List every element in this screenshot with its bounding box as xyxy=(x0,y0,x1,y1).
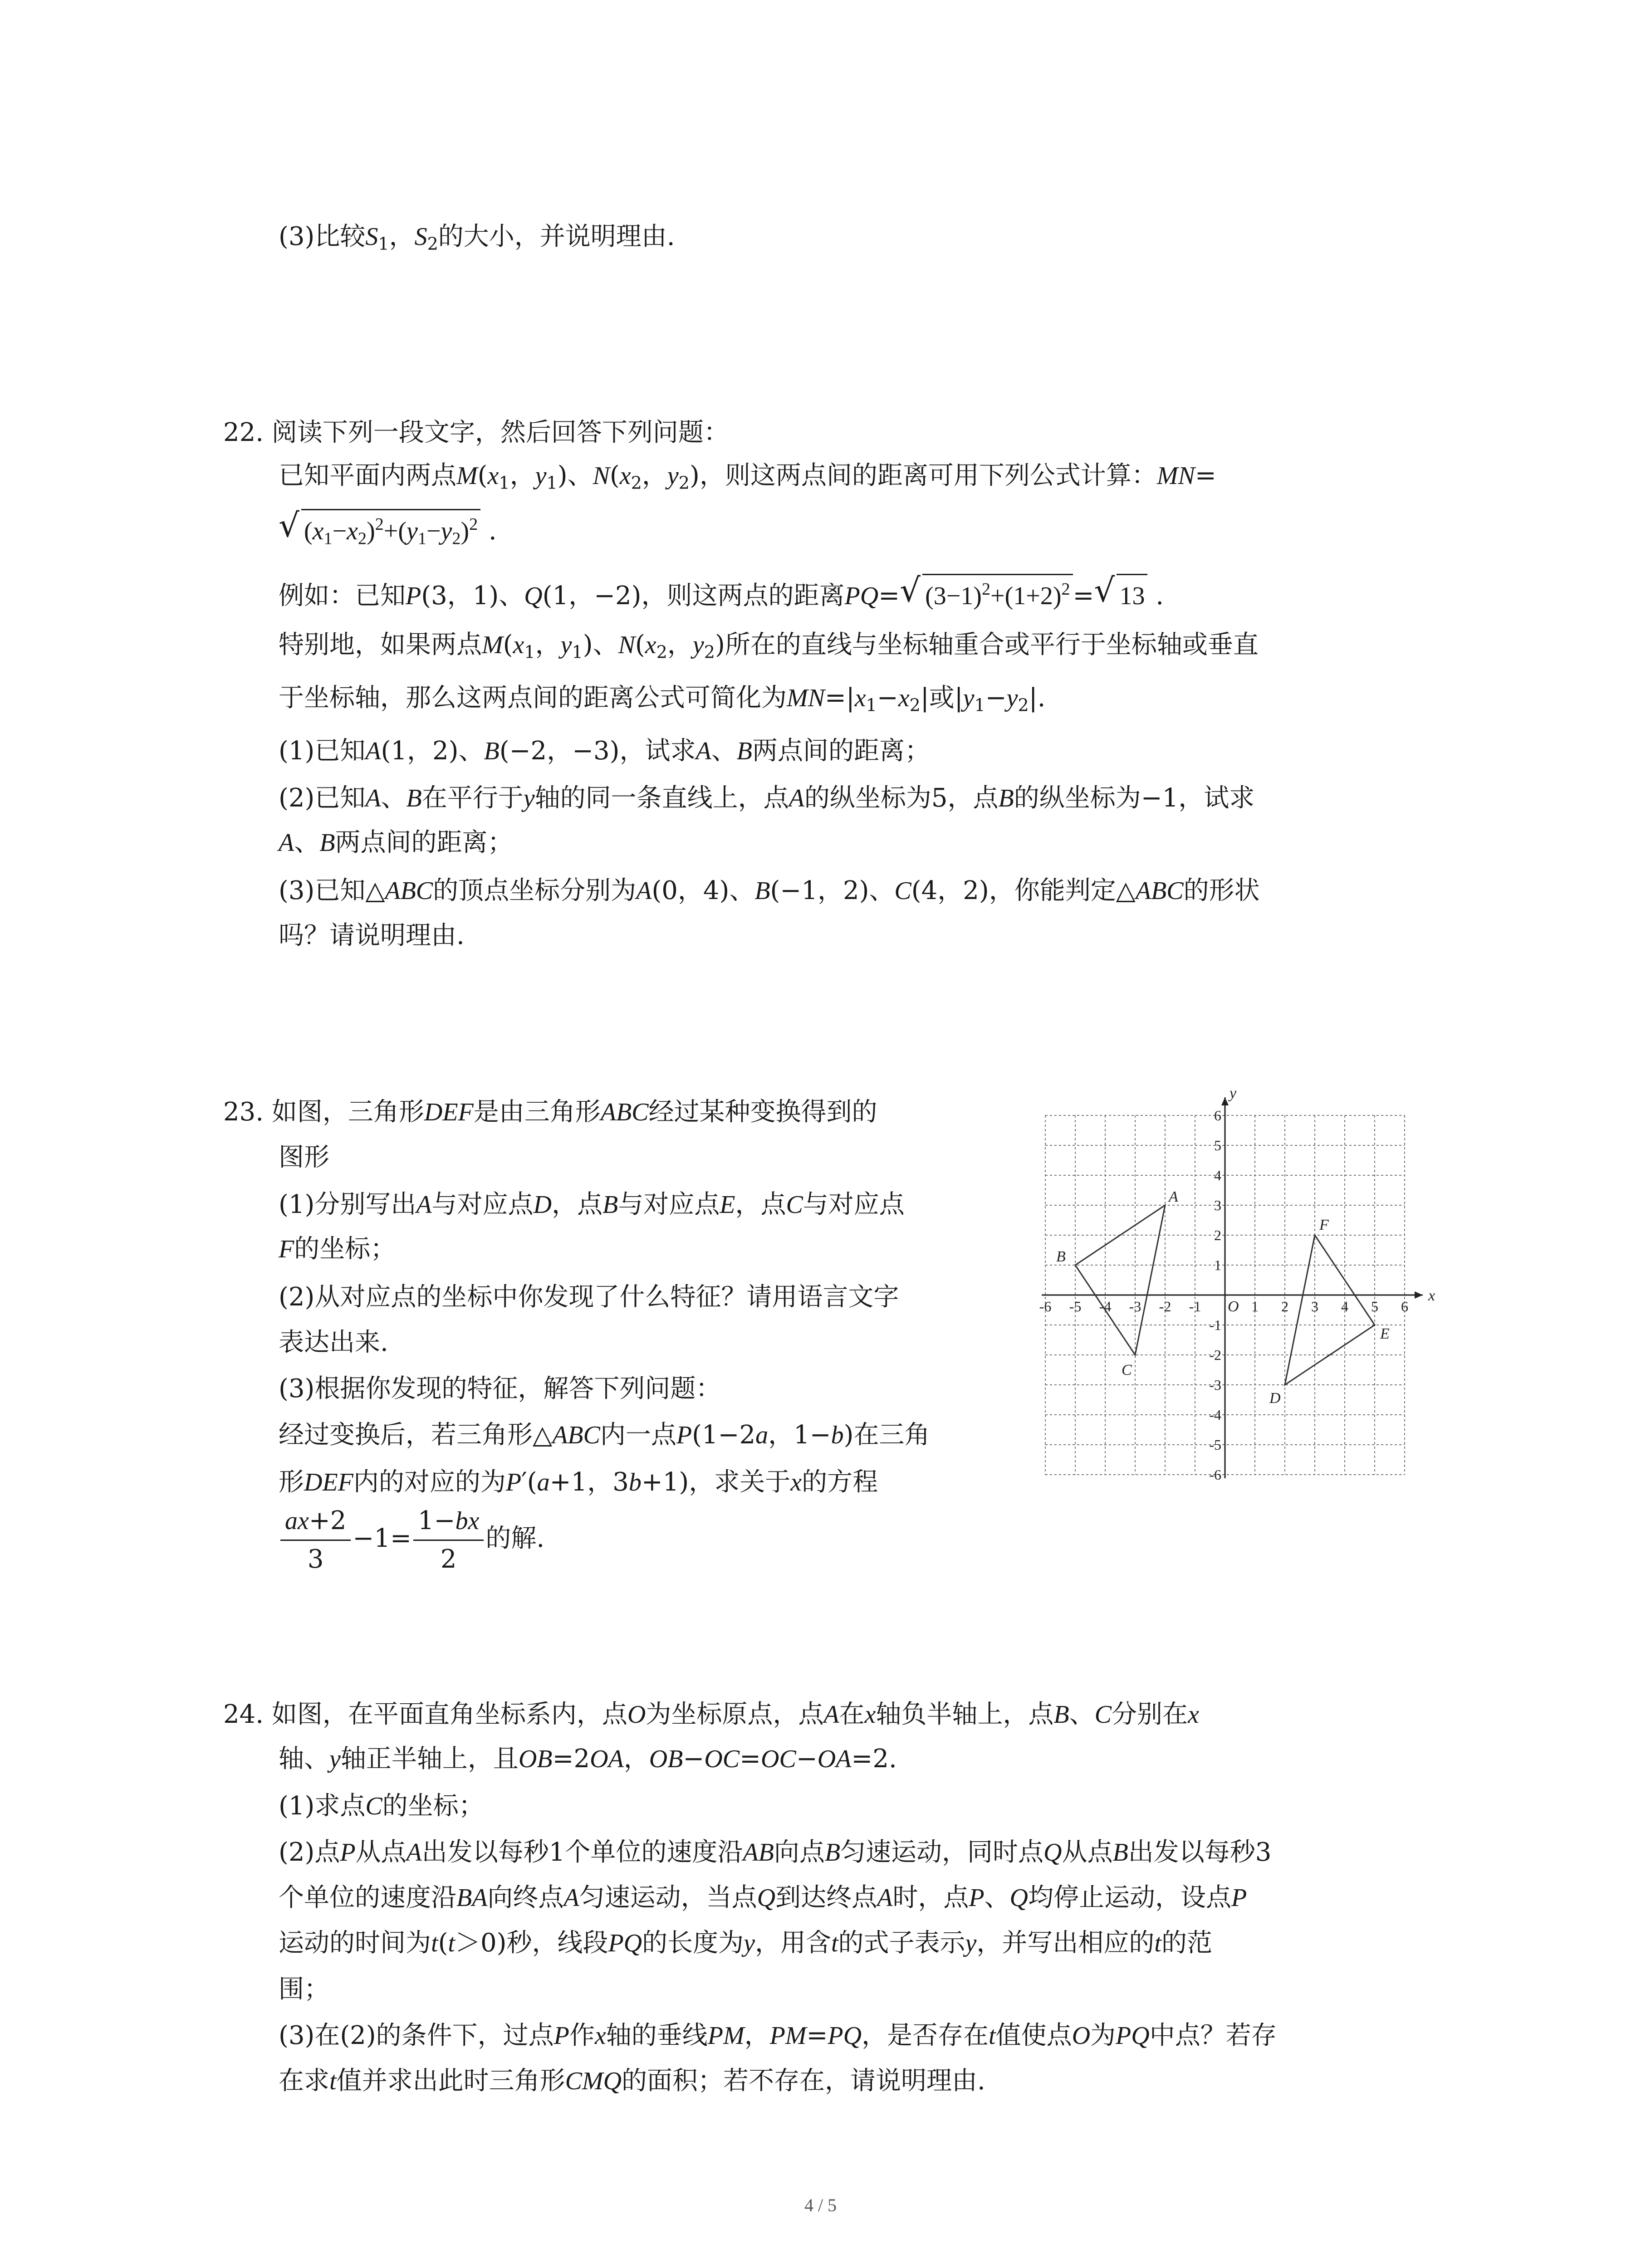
q24-p2-l2-a: 个单位的速度沿 xyxy=(279,1883,456,1912)
q22-special-line2: 于坐标轴，那么这两点间的距离公式可简化为 xyxy=(279,683,787,713)
y-tick-label: 5 xyxy=(1214,1137,1221,1154)
q24-l1-e: 分别在 xyxy=(1111,1700,1188,1729)
y-tick-label: 1 xyxy=(1214,1257,1221,1273)
q23-part2-line2 xyxy=(279,1324,388,1362)
y-tick-label: 3 xyxy=(1214,1197,1221,1213)
q22-part3-line2 xyxy=(279,917,465,955)
q24-l1-a: 如图，在平面直角坐标系内，点 xyxy=(271,1700,627,1729)
x-tick-label: -6 xyxy=(1039,1298,1052,1315)
page-number: 4 / 5 xyxy=(804,2195,837,2215)
q22-sqrt-example: √ $(3-1)^2+(1+2)^2$ xyxy=(900,574,1073,615)
q24-p3-l2-c: 的面积；若不存在，请说明理由. xyxy=(622,2066,985,2096)
q22-intro: 阅读下列一段文字，然后回答下列问题： xyxy=(271,418,729,447)
y-axis-label: y xyxy=(1230,1089,1237,1102)
y-tick-label: -4 xyxy=(1209,1407,1221,1423)
q22-or: 或 xyxy=(929,683,955,713)
q21-part3-tail: 的大小，并说明理由. xyxy=(438,222,675,251)
q24-part2-line1: (2)点P从点A出发以每秒1个单位的速度沿AB向点B匀速运动，同时点Q从点B出发以每秒3 xyxy=(279,1838,1272,1867)
q23-part2-line1 xyxy=(279,1278,899,1316)
q24-l1-b: 为坐标原点，点 xyxy=(646,1700,824,1729)
q24-p2-e: 匀速运动，同时点 xyxy=(840,1838,1044,1867)
q23-part1-line1: (1)分别写出A与对应点D，点B与对应点E，点C与对应点 xyxy=(279,1190,905,1219)
q23-p3-l3-tail: ，求关于 xyxy=(689,1467,791,1497)
y-tick-label: 4 xyxy=(1214,1167,1221,1183)
q22-example-mid: ，则这两点的距离 xyxy=(641,581,845,611)
q22-p3-mid: 的顶点坐标分别为 xyxy=(433,876,637,905)
q22-part1: (1)已知A(1，2)、B(−2，−3)，试求A、B两点间的距离； xyxy=(279,736,930,766)
q24-p2-l4: 围； xyxy=(279,1975,329,2004)
q24-p2-l2-d: 到达终点 xyxy=(775,1883,877,1912)
q22-p1-tail: ，试求 xyxy=(619,736,696,766)
q24-p3-e: 值使点 xyxy=(995,2021,1072,2050)
q22-p2-mid: 在平行于 xyxy=(421,783,524,813)
x-tick-label: 6 xyxy=(1401,1298,1408,1315)
q24-p2-a: (2)点 xyxy=(279,1838,340,1867)
q24-part3-line1: (3)在(2)的条件下，过点P作x轴的垂线PM，PM=PQ，是否存在t值使点O为PQ中点？若存 xyxy=(279,2021,1277,2050)
q22-p2-mid3: 的纵坐标为 xyxy=(804,783,931,813)
q23-part3-line1 xyxy=(279,1370,721,1408)
q24-p3-g: 中点？若存 xyxy=(1149,2021,1277,2050)
q24-p2-l3-g: 的范 xyxy=(1161,1928,1212,1958)
q22-line6: 于坐标轴，那么这两点间的距离公式可简化为$MN=|x_1-x_2|$或$|y_1-y_2|$. xyxy=(279,683,1046,715)
q24-part1: (1)求点C的坐标； xyxy=(279,1791,484,1821)
q23-p3-l2-lead: 经过变换后，若三角形△ xyxy=(279,1420,553,1450)
q23-p3-line1: (3)根据你发现的特征，解答下列问题： xyxy=(279,1374,721,1403)
y-tick-label: -3 xyxy=(1209,1377,1221,1393)
q24-p3-f: 为 xyxy=(1090,2021,1116,2050)
triangle-abc xyxy=(1075,1205,1165,1355)
q23-number: 23. xyxy=(223,1097,264,1127)
q22-formula-tail: ，则这两点间的距离可用下列公式计算： xyxy=(699,461,1157,490)
q22-part3-line1: (3)已知△ABC的顶点坐标分别为A(0，4)、B(−1，2)、C(4，2)，你能判定△ABC的形状 xyxy=(279,876,1260,905)
point-labels xyxy=(1056,1188,1390,1407)
q23-p3-l3-lead: 形 xyxy=(279,1467,304,1497)
q24-p2-l3-d: ，用含 xyxy=(754,1928,831,1958)
q22-sqrt-formula: √ $(x_1-x_2)^2+(y_1-y_2)^2$ xyxy=(279,509,480,550)
q22-p2-mid2: 轴的同一条直线上，点 xyxy=(534,783,789,813)
q24-line2: 轴、y轴正半轴上，且OB=2OA，OB−OC=OC−OA=2. xyxy=(279,1744,897,1774)
q24-p3-d: ，是否存在 xyxy=(862,2021,989,2050)
x-tick-label: 1 xyxy=(1251,1298,1259,1315)
q24-p3-b: 作 xyxy=(569,2021,595,2050)
x-tick-label: 5 xyxy=(1371,1298,1378,1315)
x-tick-label: -1 xyxy=(1189,1298,1201,1315)
q22-p3-end: 的形状 xyxy=(1183,876,1260,905)
q23-p1-c: 与对应点 xyxy=(618,1190,720,1219)
q24-l1-d: 轴负半轴上，点 xyxy=(876,1700,1054,1729)
q24-l2-a: 轴、 xyxy=(279,1744,329,1774)
q23-part3-line2: 经过变换后，若三角形△ABC内一点P(1−2a，1−b)在三角 xyxy=(279,1420,930,1450)
q23-part1-line2: F的坐标； xyxy=(279,1234,396,1264)
q22-line5: 特别地，如果两点$M(x_1$，$y_1$)、$N(x_2$，$y_2$)所在的直线与坐标轴重合或平行于坐标轴或垂直 xyxy=(279,630,1259,662)
q23-line1-tail: 经过某种变换得到的 xyxy=(648,1097,877,1127)
q23-equation: $\frac{ax+2}{3}$ −1= $\frac{1-bx}{2}$ 的解. xyxy=(279,1505,544,1575)
q22-sqrt-13: √ 13 xyxy=(1094,574,1147,615)
x-tick-label: -5 xyxy=(1069,1298,1082,1315)
q24-p3-l2-b: 值并求出此时三角形 xyxy=(336,2066,565,2096)
axes xyxy=(1042,1097,1423,1478)
q24-p1-lead: (1)求点 xyxy=(279,1791,366,1821)
q24-p2-l3-c: 的长度为 xyxy=(642,1928,744,1958)
q22-p2-tail: ，试求 xyxy=(1178,783,1255,813)
q24-p2-l2-b: 向终点 xyxy=(487,1883,564,1912)
q22-p3-tail: ，你能判定△ xyxy=(989,876,1136,905)
q21-part3-text: (3)比较 xyxy=(279,222,366,251)
q21-var-s: S xyxy=(414,223,427,251)
q22-p1-end: 两点间的距离； xyxy=(752,736,930,766)
q23-p1-e: 与对应点 xyxy=(803,1190,905,1219)
q24-part3-line2: 在求t值并求出此时三角形CMQ的面积；若不存在，请说明理由. xyxy=(279,2066,985,2096)
equation-fraction-right: $\frac{1-bx}{2}$ xyxy=(413,1505,484,1575)
q24-p3-a: (3)在(2)的条件下，过点 xyxy=(279,2021,554,2050)
q24-p2-c: 出发以每秒1个单位的速度沿 xyxy=(421,1838,743,1867)
q24-l1-c: 在 xyxy=(839,1700,865,1729)
q23-p1-lead: (1)分别写出 xyxy=(279,1190,416,1219)
q23-equation-tail: 的解. xyxy=(485,1524,545,1553)
q24-p2-f: 从点 xyxy=(1062,1838,1113,1867)
q24-p2-l3-f: ，并写出相应的 xyxy=(976,1928,1155,1958)
x-axis-arrow xyxy=(1415,1291,1423,1299)
q22-p2-line2: 两点间的距离； xyxy=(335,828,513,857)
q22-p1-lead: (1)已知 xyxy=(279,736,366,766)
q23-line2 xyxy=(279,1139,329,1177)
q24-p1-tail: 的坐标； xyxy=(382,1791,484,1821)
x-tick-label: 3 xyxy=(1311,1298,1318,1315)
q23-p3-l3-end: 的方程 xyxy=(802,1467,878,1497)
q24-p2-l2-f: 均停止运动，设点 xyxy=(1028,1883,1231,1912)
y-tick-label: 2 xyxy=(1214,1227,1221,1243)
y-tick-label: 6 xyxy=(1214,1107,1221,1124)
q24-p2-b: 从点 xyxy=(355,1838,407,1867)
q24-p2-l2-e: 时，点 xyxy=(892,1883,969,1912)
q22-p3-lead: (3)已知△ xyxy=(279,876,385,905)
q21-var-s: S xyxy=(365,223,378,251)
q24-part2-line3: 运动的时间为t(t＞0)秒，线段PQ的长度为y，用含t的式子表示y，并写出相应的t的范 xyxy=(279,1928,1212,1958)
point-label-e: E xyxy=(1380,1325,1390,1342)
equation-fraction-left: $\frac{ax+2}{3}$ xyxy=(280,1505,351,1575)
q22-special-lead: 特别地，如果两点 xyxy=(279,630,482,660)
q22-p2-mid4: ，点 xyxy=(947,783,999,813)
q23-line1-mid: 是由三角形 xyxy=(473,1097,601,1127)
q22-part2-line2: A、B两点间的距离； xyxy=(279,828,513,857)
q23-line1-lead: 如图，三角形 xyxy=(271,1097,424,1127)
q23-p3-l3-mid: 内的对应的为 xyxy=(353,1467,506,1497)
coordinate-grid-figure xyxy=(1039,1089,1456,1497)
q23-p1-line2: 的坐标； xyxy=(294,1234,396,1264)
q22-line2: 已知平面内两点$M(x_1$，$y_1$)、$N(x_2$，$y_2$)，则这两点间的距离可用下列公式计算：MN= xyxy=(279,461,1216,493)
x-axis-label: x xyxy=(1428,1287,1435,1304)
x-tick-label: -4 xyxy=(1099,1298,1112,1315)
point-label-a: A xyxy=(1169,1188,1178,1205)
q22-line1 xyxy=(223,414,729,452)
q22-p2-lead: (2)已知 xyxy=(279,783,366,813)
y-tick-label: -6 xyxy=(1209,1466,1221,1483)
q24-l2-b: 轴正半轴上，且 xyxy=(340,1744,519,1774)
q24-p3-l2-a: 在求 xyxy=(279,2066,329,2096)
q23-line2-text: 图形 xyxy=(279,1143,329,1172)
q22-line4: 例如：已知P(3，1)、Q(1，−2)，则这两点的距离PQ= √ $(3-1)^2+(1+2)^2$ = √ 13 . xyxy=(279,574,1164,615)
y-tick-label: -2 xyxy=(1209,1347,1221,1363)
q22-formula-lead: 已知平面内两点 xyxy=(279,461,456,490)
x-tick-label: -2 xyxy=(1159,1298,1171,1315)
q22-line3: √ $(x_1-x_2)^2+(y_1-y_2)^2$ . xyxy=(279,509,497,550)
y-axis-arrow xyxy=(1221,1097,1229,1105)
y-tick-label: -1 xyxy=(1209,1317,1221,1333)
q24-line1: 24. 如图，在平面直角坐标系内，点O为坐标原点，点A在x轴负半轴上，点B、C分别在x xyxy=(223,1700,1199,1729)
q24-part2-line2: 个单位的速度沿BA向终点A匀速运动，当点Q到达终点A时，点P、Q均停止运动，设点P xyxy=(279,1883,1247,1912)
q24-p2-l3-a: 运动的时间为 xyxy=(279,1928,431,1958)
q24-p2-l3-e: 的式子表示 xyxy=(838,1928,965,1958)
tick-labels xyxy=(1039,1089,1435,1483)
q22-p3-line2: 吗？请说明理由. xyxy=(279,921,465,950)
y-tick-label: -5 xyxy=(1209,1437,1221,1453)
point-label-c: C xyxy=(1122,1362,1132,1378)
q23-p1-b: ，点 xyxy=(552,1190,603,1219)
q24-p3-c: 轴的垂线 xyxy=(606,2021,708,2050)
origin-label: O xyxy=(1228,1298,1239,1315)
q24-p2-l3-b: 秒，线段 xyxy=(506,1928,608,1958)
point-label-d: D xyxy=(1269,1390,1281,1407)
x-tick-label: 4 xyxy=(1341,1298,1348,1315)
q23-p2-line2: 表达出来. xyxy=(279,1328,388,1357)
q24-p2-g: 出发以每秒3 xyxy=(1128,1838,1272,1867)
point-label-f: F xyxy=(1319,1217,1329,1233)
q22-special-line1: 所在的直线与坐标轴重合或平行于坐标轴或垂直 xyxy=(725,630,1259,660)
q24-p2-d: 向点 xyxy=(774,1838,825,1867)
q22-p2-mid5: 的纵坐标为 xyxy=(1014,783,1141,813)
q23-line1: 23. 如图，三角形DEF是由三角形ABC经过某种变换得到的 xyxy=(223,1097,877,1127)
q22-number: 22. xyxy=(223,418,264,447)
q24-p2-l2-c: 匀速运动，当点 xyxy=(579,1883,757,1912)
q21-part3: (3)比较$S_1$，$S_2$的大小，并说明理由. xyxy=(279,222,675,254)
q22-example-lead: 例如：已知 xyxy=(279,581,406,611)
x-tick-label: -3 xyxy=(1129,1298,1141,1315)
triangle-def xyxy=(1285,1235,1375,1385)
q23-part3-line3: 形DEF内的对应的为P′(a+1，3b+1)，求关于x的方程 xyxy=(279,1467,878,1497)
q22-part2-line1: (2)已知A、B在平行于y轴的同一条直线上，点A的纵坐标为5，点B的纵坐标为−1，试求 xyxy=(279,783,1255,813)
x-tick-label: 2 xyxy=(1281,1298,1288,1315)
point-label-b: B xyxy=(1056,1248,1066,1265)
q23-p2-line1: (2)从对应点的坐标中你发现了什么特征？请用语言文字 xyxy=(279,1282,899,1312)
q24-number: 24. xyxy=(223,1700,264,1729)
q23-p1-d: ，点 xyxy=(735,1190,786,1219)
q24-part2-line4 xyxy=(279,1970,329,2009)
q23-p3-l2-mid: 内一点 xyxy=(600,1420,676,1450)
q23-p1-a: 与对应点 xyxy=(431,1190,534,1219)
q23-p3-l2-tail: 在三角 xyxy=(853,1420,930,1450)
